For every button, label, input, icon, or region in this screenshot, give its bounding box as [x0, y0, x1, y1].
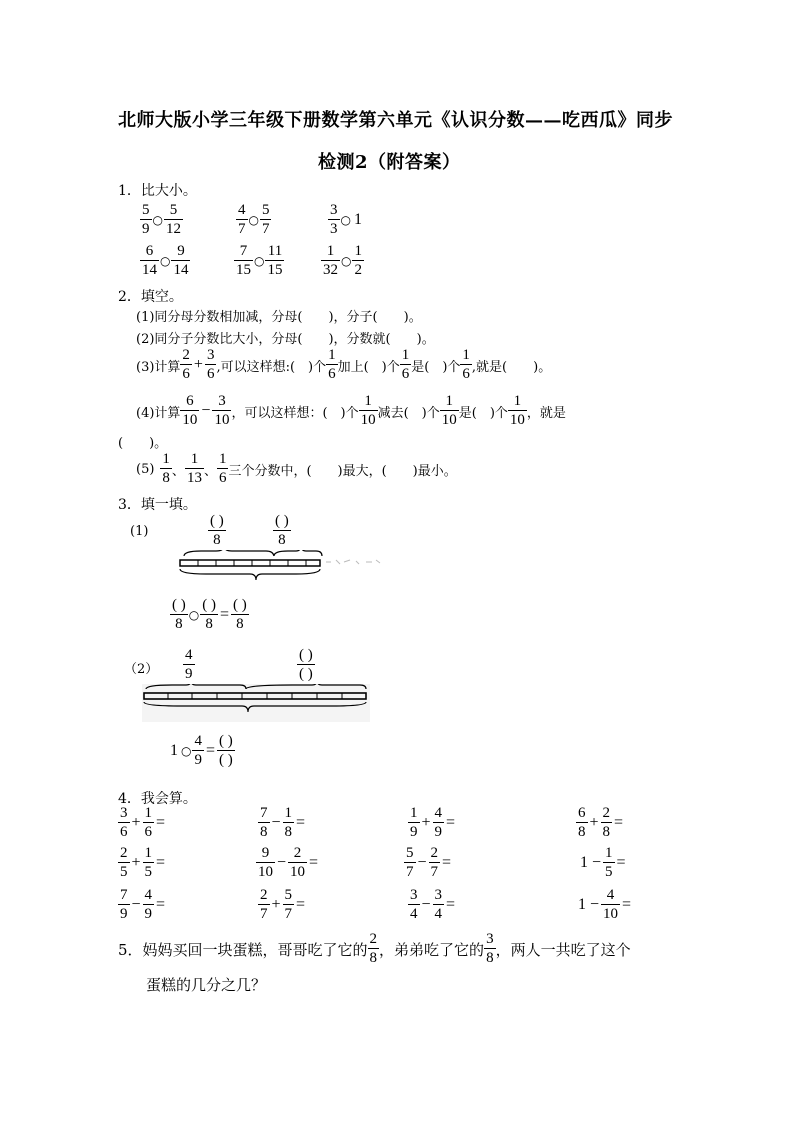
q3-p2-segment-diagram [142, 684, 374, 724]
q4-problem: $\frac{7}{9}$ − $\frac{4}{9}$ = [120, 887, 166, 922]
q3-p1-segment-diagram [176, 550, 416, 590]
q1-item-5: $\frac{7}{15}$ ○ $\frac{11}{15}$ [236, 243, 283, 278]
compare-circle[interactable]: ○ [152, 213, 163, 227]
page-title-line1: 北师大版小学三年级下册数学第六单元《认识分数——吃西瓜》同步 [118, 110, 673, 131]
q1-heading: 1．比大小。 [118, 183, 197, 199]
q2-line-4: (4)计算 $\frac{6}{10}$ − $\frac{3}{10}$ ，可以这样想：( )个 $\frac{1}{10}$ 减去( )个 $\frac{1}{10}$ 是( )个 $\frac{1}{10}$ ，就是 [136, 393, 566, 428]
q5-line-1: 5．妈妈买回一块蛋糕，哥哥吃了它的 $\frac{2}{8}$ ，弟弟吃了它的 $\frac{3}{8}$ ，两人一共吃了这个 [118, 931, 631, 966]
q2-line-5: (5) $\frac{1}{8}$ 、 $\frac{1}{13}$ 、 $\frac{1}{6}$ 三个分数中，( )最大，( )最小。 [136, 451, 457, 486]
q4-problem: $\frac{3}{4}$ − $\frac{3}{4}$ = [410, 887, 456, 922]
q2-line-2: (2)同分子分数比大小，分母( )，分数就( )。 [136, 332, 435, 347]
compare-circle[interactable]: ○ [341, 254, 352, 268]
q3-part2-label: （2） [124, 662, 159, 677]
q4-problem: $\frac{1}{9}$ + $\frac{4}{9}$ = [410, 805, 456, 840]
q5-line-2: 蛋糕的几分之几？ [146, 976, 267, 994]
q4-problem: $\frac{6}{8}$ + $\frac{2}{8}$ = [578, 805, 624, 840]
q1-item-6: $\frac{1}{32}$ ○ $\frac{1}{2}$ [323, 243, 362, 278]
q2-line-3: (3)计算 $\frac{2}{6}$ + $\frac{3}{6}$ ,可以这样想:( )个 $\frac{1}{6}$ 加上( )个 $\frac{1}{6}$ 是( )个 $\frac{1}{6}$ ,就是( )。 [136, 347, 552, 382]
q3-part1-label: (1) [130, 524, 149, 539]
q3-p1-top-frac-1: $\frac{( )}{8}$ [210, 513, 224, 548]
q4-problem: 1 − $\frac{1}{5}$ = [580, 845, 626, 880]
compare-circle[interactable]: ○ [340, 213, 351, 227]
q3-p2-top-frac-1: $\frac{4}{9}$ [185, 647, 193, 682]
q4-problem: $\frac{3}{6}$ + $\frac{1}{6}$ = [120, 805, 166, 840]
q2-heading: 2．填空。 [118, 289, 183, 305]
q4-problem: $\frac{2}{5}$ + $\frac{1}{5}$ = [120, 845, 166, 880]
q1-item-2: $\frac{4}{7}$ ○ $\frac{5}{7}$ [238, 202, 270, 237]
q4-problem: $\frac{2}{7}$ + $\frac{5}{7}$ = [260, 887, 306, 922]
q4-problem: $\frac{9}{10}$ − $\frac{2}{10}$ = [258, 845, 319, 880]
compare-circle[interactable]: ○ [188, 608, 200, 622]
q2-line-4-cont: ( )。 [118, 436, 168, 451]
page-title-line2: 检测2（附答案） [318, 152, 461, 173]
compare-circle[interactable]: ○ [181, 744, 192, 758]
compare-circle[interactable]: ○ [254, 254, 265, 268]
q3-p2-equation: 1 ○ $\frac{4}{9}$ = $\frac{( )}{( )}$ [170, 733, 233, 768]
q4-problem: 1 − $\frac{4}{10}$ = [578, 887, 632, 922]
q2-line-1: (1)同分母分数相加减，分母( )，分子( )。 [136, 310, 422, 325]
q3-heading: 3．填一填。 [118, 497, 197, 513]
compare-circle[interactable]: ○ [160, 254, 171, 268]
q4-heading: 4．我会算。 [118, 791, 197, 807]
q3-p2-top-frac-2: $\frac{( )}{( )}$ [299, 647, 313, 682]
q3-p1-top-frac-2: $\frac{( )}{8}$ [275, 513, 289, 548]
q1-item-3: $\frac{3}{3}$ ○ 1 [330, 202, 362, 237]
q1-item-4: $\frac{6}{14}$ ○ $\frac{9}{14}$ [142, 243, 189, 278]
q4-problem: $\frac{7}{8}$ − $\frac{1}{8}$ = [260, 805, 306, 840]
q4-problem: $\frac{5}{7}$ − $\frac{2}{7}$ = [406, 845, 452, 880]
q3-p1-equation: $\frac{( )}{8}$ ○ $\frac{( )}{8}$ = $\frac{( )}{8}$ [172, 597, 247, 632]
q1-item-1: $\frac{5}{9}$ ○ $\frac{5}{12}$ [142, 202, 181, 237]
compare-circle[interactable]: ○ [248, 213, 259, 227]
